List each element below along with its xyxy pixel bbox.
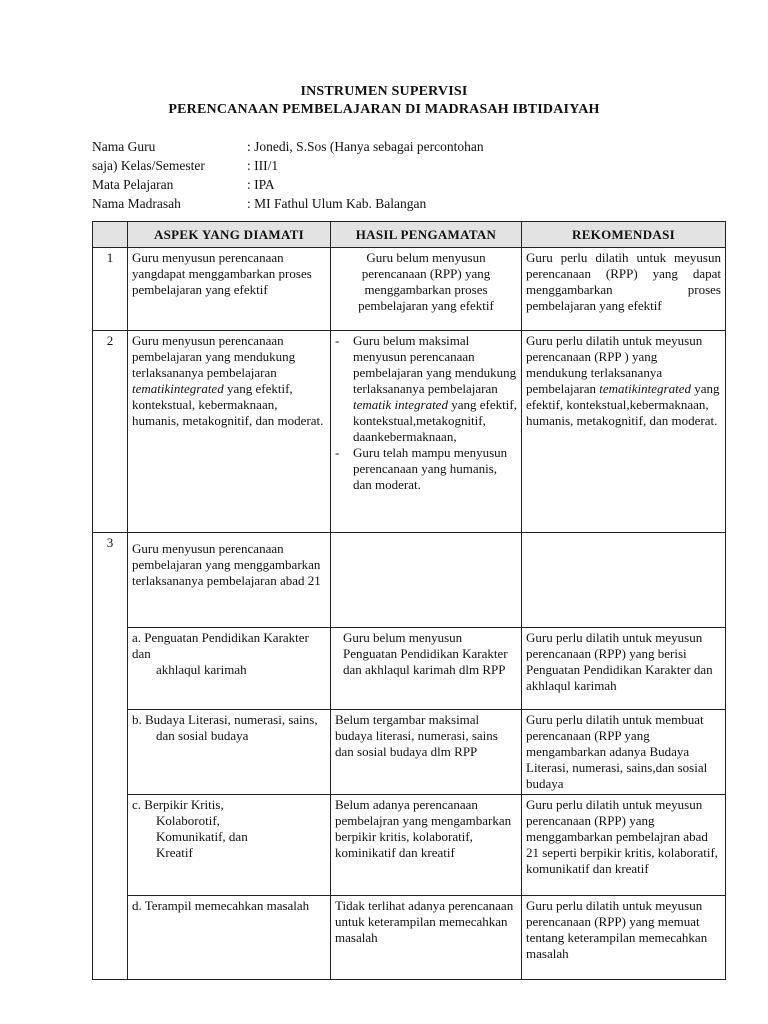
aspek-cell — [128, 795, 331, 896]
rekomendasi-cell: Guru perlu dilatih untuk membuat perencanaan (RPP yang mengambarkan adanya Budaya Literasi, numerasi, sains,dan sosial budaya — [522, 710, 726, 795]
rekomendasi-cell: Guru perlu dilatih untuk meyusun perencanaan (RPP) yang berisi Penguatan Pendidikan Karakter dan akhlaqul karimah — [522, 628, 726, 710]
table-row — [93, 248, 726, 331]
aspek-cell: Guru menyusun perencanaan pembelajaran yang menggambarkan terlaksananya pembelajaran abad 21 — [128, 533, 331, 628]
table-row — [93, 896, 726, 980]
column-header-hasil: HASIL PENGAMATAN — [331, 222, 522, 248]
rekomendasi-cell — [522, 331, 726, 533]
supervision-table — [92, 221, 726, 980]
table-row — [93, 795, 726, 896]
aspek-text: Kreatif — [156, 845, 193, 860]
info-label: Mata Pelajaran — [92, 177, 174, 192]
info-label: Nama Madrasah — [92, 196, 181, 211]
aspek-cell: Guru menyusun perencanaan yangdapat menggambarkan proses pembelajaran yang efektif — [128, 248, 331, 331]
table-row — [93, 331, 726, 533]
info-value: : IPA — [247, 177, 275, 192]
row-number: 2 — [93, 331, 128, 533]
table-row — [93, 533, 726, 628]
row-number: 3 — [93, 533, 128, 980]
hasil-cell: Belum tergambar maksimal budaya literasi, numerasi, sains dan sosial budaya dlm RPP — [331, 710, 522, 795]
aspek-italic-term: tematikintegrated — [132, 381, 224, 396]
row-number: 1 — [93, 248, 128, 331]
rekomendasi-cell: Guru perlu dilatih untuk meyusun perencanaan (RPP) yang memuat tentang keterampilan memecahkan masalah — [522, 896, 726, 980]
hasil-cell: Guru belum menyusun perencanaan (RPP) yang menggambarkan proses pembelajaran yang efektif — [331, 248, 522, 331]
info-label: saja) Kelas/Semester — [92, 158, 205, 173]
list-item: - Guru telah mampu menyusun perencanaan yang humanis, dan moderat. — [335, 445, 517, 493]
column-header-rekomendasi: REKOMENDASI — [522, 222, 726, 248]
hasil-cell — [331, 533, 522, 628]
rekomendasi-cell — [522, 533, 726, 628]
aspek-text: Guru menyusun perencanaan pembelajaran yang mendukung terlaksananya pembelajaran — [132, 333, 296, 380]
hasil-cell: Guru belum menyusun Penguatan Pendidikan Karakter dan akhlaqul karimah dlm RPP — [331, 628, 522, 710]
column-header-no — [93, 222, 128, 248]
table-row — [93, 628, 726, 710]
info-value: : MI Fathul Ulum Kab. Balangan — [247, 196, 427, 211]
aspek-cell — [128, 628, 331, 710]
table-row — [93, 710, 726, 795]
aspek-cell — [128, 710, 331, 795]
rekomendasi-cell: Guru perlu dilatih untuk meyusun perencanaan (RPP) yang menggambarkan pembelajran abad 21 seperti berpikir kritis, kolaboratif, komunikatif dan kreatif — [522, 795, 726, 896]
aspek-text: yang efektif, kontekstual, kebermaknaan, humanis, metakognitif, dan moderat. — [132, 381, 324, 428]
aspek-text: a. Penguatan Pendidikan Karakter dan — [132, 630, 309, 661]
info-value: : III/1 — [247, 158, 279, 173]
aspek-cell — [128, 331, 331, 533]
aspek-text: dan sosial budaya — [156, 728, 249, 743]
hasil-cell: Belum adanya perencanaan pembelajran yang mengambarkan berpikir kritis, kolaboratif, kominikatif dan kreatif — [331, 795, 522, 896]
rekom-text: yang efektif, kontekstual,kebermaknaan, humanis, metakognitif, dan moderat. — [526, 381, 720, 428]
info-label: Nama Guru — [92, 139, 156, 154]
hasil-cell — [331, 331, 522, 533]
document-title: INSTRUMEN SUPERVISI — [300, 84, 468, 99]
rekomendasi-cell: Guru perlu dilatih untuk meyusun perencanaan (RPP) yang dapat menggambarkan proses pembelajaran yang efektif — [522, 248, 726, 331]
rekom-text: Guru perlu dilatih untuk meyusun perencanaan (RPP ) yang mendukung terlaksananya pembelajaran — [526, 333, 703, 396]
aspek-text: Komunikatif, dan — [156, 829, 248, 844]
aspek-text: c. Berpikir Kritis, — [132, 797, 224, 812]
column-header-aspek: ASPEK YANG DIAMATI — [128, 222, 331, 248]
document-subtitle: PERENCANAAN PEMBELAJARAN DI MADRASAH IBTIDAIYAH — [168, 102, 600, 117]
aspek-text: b. Budaya Literasi, numerasi, sains, — [132, 712, 318, 727]
aspek-cell: d. Terampil memecahkan masalah — [128, 896, 331, 980]
aspek-text: akhlaqul karimah — [156, 662, 247, 677]
hasil-text: yang efektif, kontekstual,metakognitif, daankebermaknaan, — [353, 397, 517, 444]
table-header-row — [93, 222, 726, 248]
aspek-text: Kolaborotif, — [156, 813, 220, 828]
list-item — [335, 333, 517, 445]
info-value: : Jonedi, S.Sos (Hanya sebagai percontohan — [247, 139, 484, 154]
rekom-italic-term: tematikintegrated — [599, 381, 691, 396]
hasil-text: Guru belum maksimal menyusun perencanaan pembelajaran yang mendukung terlaksananya pembelajaran — [353, 333, 517, 396]
hasil-italic-term: tematik integrated — [353, 397, 448, 412]
hasil-list — [335, 333, 517, 493]
hasil-cell: Tidak terlihat adanya perencanaan untuk keterampilan memecahkan masalah — [331, 896, 522, 980]
